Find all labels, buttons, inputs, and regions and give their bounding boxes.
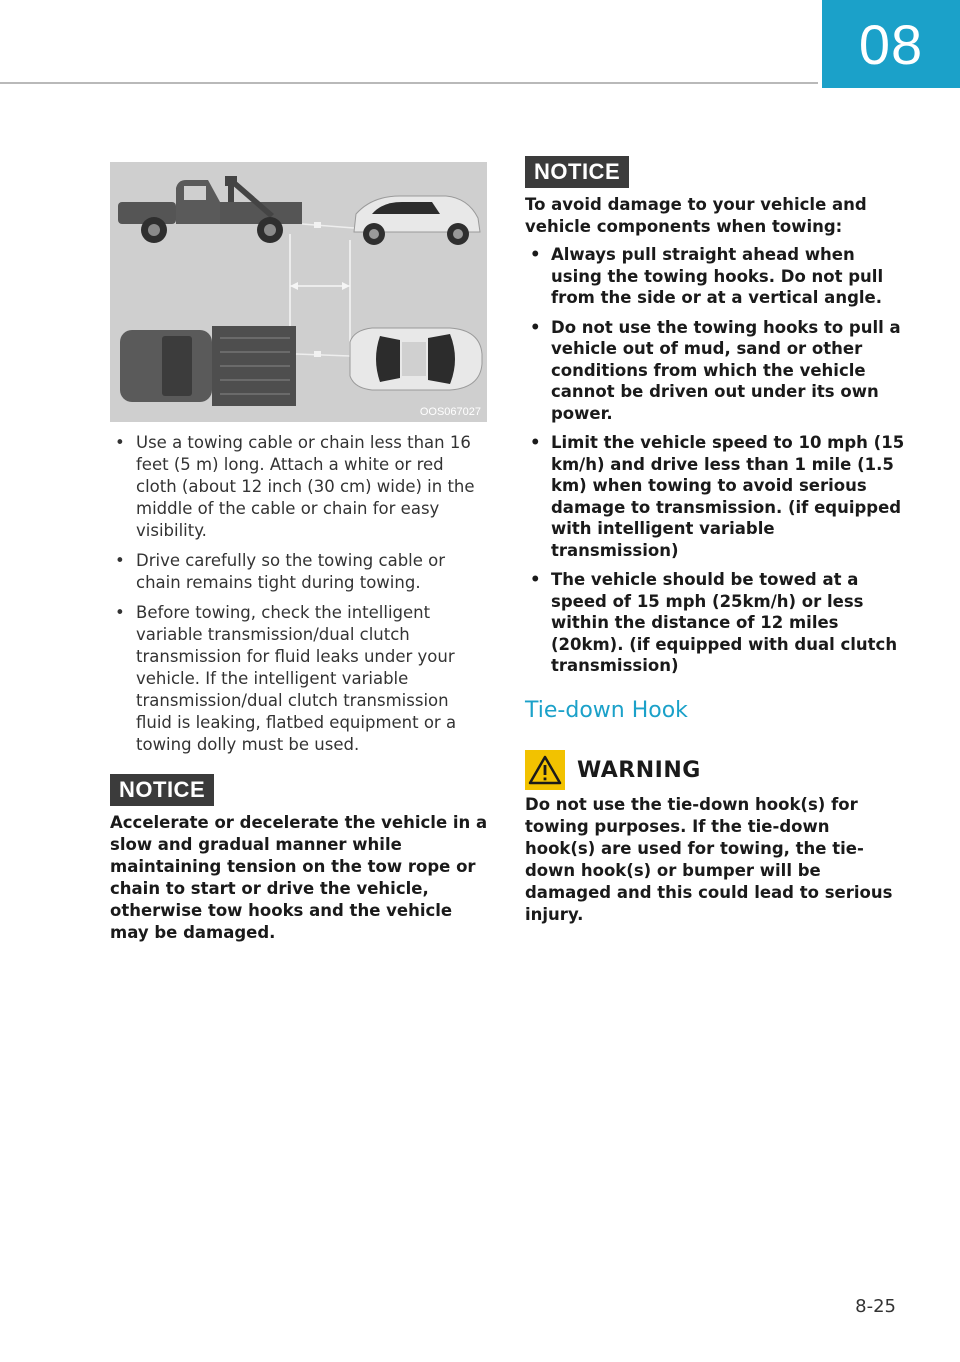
list-item: • The vehicle should be towed at a speed of 15 mph (25km/h) or less within the distance of 12 miles (20km). (if equipped with dual clutch transmission) bbox=[525, 569, 905, 677]
list-item: • Before towing, check the intelligent variable transmission/dual clutch transmission for fluid leaks under your vehicle. If the intelligent variable transmission/dual clutch transmission fluid is leaking, flatbed equipment or a towing dolly must be used. bbox=[110, 602, 488, 756]
towing-figure bbox=[110, 162, 487, 422]
towed-suv-side-view bbox=[354, 196, 480, 245]
list-item: • Limit the vehicle speed to 10 mph (15 km/h) and drive less than 1 mile (1.5 km) when towing to avoid serious damage to transmission. (if equipped with intelligent variable transmission) bbox=[525, 432, 905, 561]
list-item: • Always pull straight ahead when using the towing hooks. Do not pull from the side or at a vertical angle. bbox=[525, 244, 905, 309]
chapter-tab: 08 bbox=[822, 0, 960, 88]
towed-sedan-top-view bbox=[350, 328, 482, 390]
notice-badge-right: NOTICE bbox=[525, 156, 629, 188]
list-item: • Drive carefully so the towing cable or chain remains tight during towing. bbox=[110, 550, 488, 594]
notice-badge: NOTICE bbox=[110, 774, 214, 806]
header-divider bbox=[0, 82, 818, 84]
list-item: • Use a towing cable or chain less than 16 feet (5 m) long. Attach a white or red cloth (about 12 inch (30 cm) wide) in the middle of the cable or chain for easy visibility. bbox=[110, 432, 488, 542]
notice-text: Accelerate or decelerate the vehicle in a slow and gradual manner while maintaining tension on the tow rope or chain to start or drive the vehicle, otherwise tow hooks and the vehicle may be damaged. bbox=[110, 813, 488, 942]
tow-truck-side-view bbox=[118, 176, 302, 243]
warning-header bbox=[525, 750, 701, 790]
tow-truck-top-view bbox=[120, 326, 296, 406]
towing-tips-list bbox=[110, 432, 488, 764]
towing-notice-list bbox=[525, 244, 905, 685]
page-number: 8-25 bbox=[855, 1296, 896, 1317]
warning-triangle-icon bbox=[525, 750, 565, 790]
figure-code: OOS067027 bbox=[419, 406, 481, 418]
warning-title: WARNING bbox=[577, 757, 701, 783]
warning-text: Do not use the tie-down hook(s) for towing purposes. If the tie-down hook(s) are used for towing, the tie-down hook(s) or bumper will be damaged and this could lead to serious injury. bbox=[525, 795, 893, 924]
towing-diagram bbox=[110, 162, 487, 422]
list-item: • Do not use the towing hooks to pull a vehicle out of mud, sand or other conditions from which the vehicle cannot be driven out under its own power. bbox=[525, 317, 905, 425]
section-title: Tie-down Hook bbox=[525, 698, 688, 723]
notice-intro: To avoid damage to your vehicle and vehicle components when towing: bbox=[525, 195, 867, 236]
